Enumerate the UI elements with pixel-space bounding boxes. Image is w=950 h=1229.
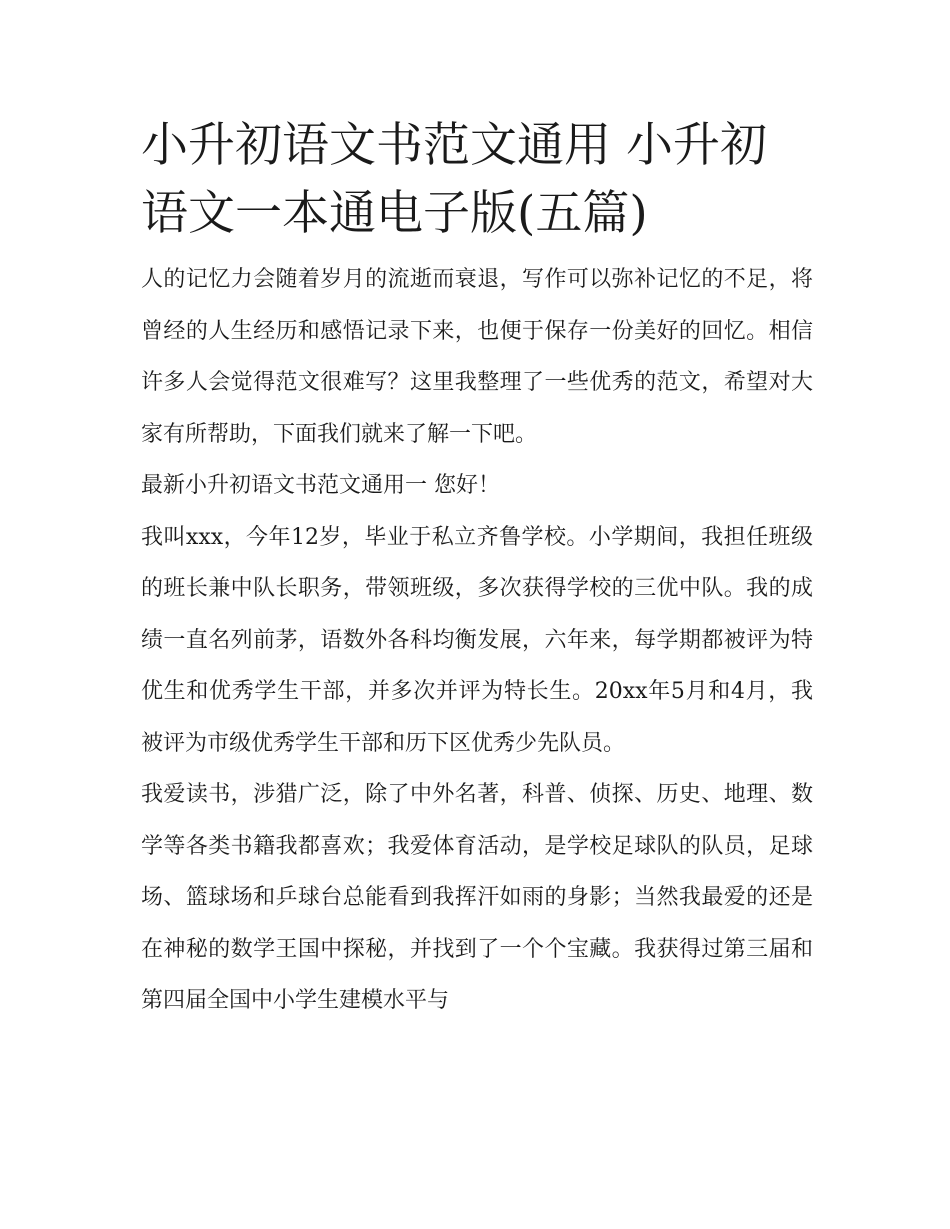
paragraph-hobbies: 我爱读书，涉猎广泛，除了中外名著，科普、侦探、历史、地理、数学等各类书籍我都喜欢；我爱体育活动，是学校足球队的队员，足球场、篮球场和乒球台总能看到我挥汗如雨的身影；当然我最爱的还是在神秘的数学王国中探秘，并找到了一个个宝藏。我获得过第三届和第四届全国中小学生建模水平与 <box>141 782 813 1013</box>
paragraph-heading-line: 最新小升初语文书范文通用一 您好！ <box>141 473 500 498</box>
paragraph-self-intro: 我叫xxx，今年12岁，毕业于私立齐鲁学校。小学期间，我担任班级的班长兼中队长职务，带领班级，多次获得学校的三优中队。我的成绩一直名列前茅，语数外各科均衡发展，六年来，每学期都被评为特优生和优秀学生干部，并多次并评为特长生。20xx年5月和4月，我被评为市级优秀学生干部和历下区优秀少先队员。 <box>141 524 813 756</box>
document-title: 小升初语文书范文通用 小升初语文一本通电子版(五篇) <box>141 118 767 241</box>
paragraph-intro: 人的记忆力会随着岁月的流逝而衰退，写作可以弥补记忆的不足，将曾经的人生经历和感悟记录下来，也便于保存一份美好的回忆。相信许多人会觉得范文很难写？这里我整理了一些优秀的范文，希望对大家有所帮助，下面我们就来了解一下吧。 <box>141 267 813 447</box>
document-page <box>141 112 813 1027</box>
